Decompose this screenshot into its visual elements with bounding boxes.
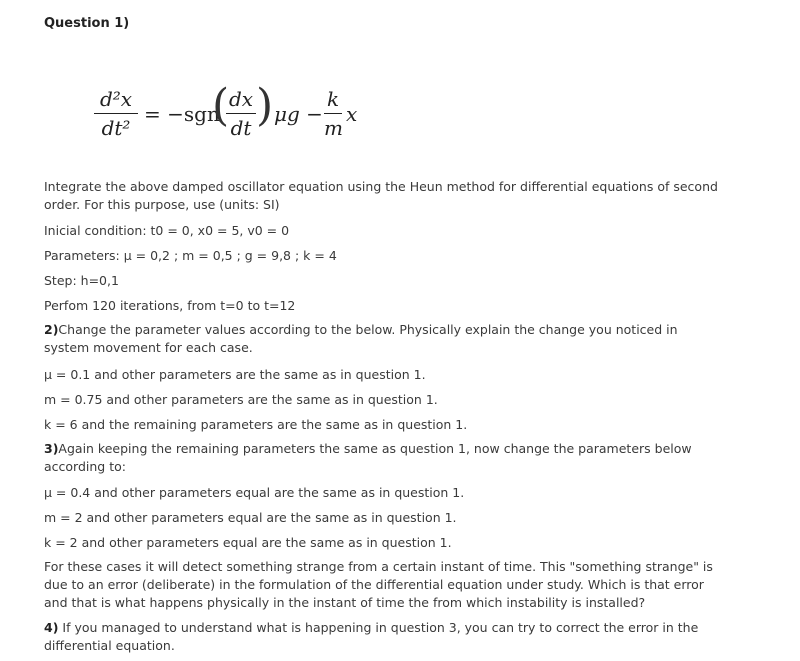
q4-paragraph <box>44 619 724 655</box>
right-paren: ) <box>256 80 274 131</box>
k-over-m <box>324 88 342 139</box>
question-title: Question 1) <box>44 16 130 31</box>
q1-initial-condition: Inicial condition: t0 = 0, x0 = 5, v0 = 0 <box>44 223 290 238</box>
q3-explanation: For these cases it will detect something strange from a certain instant of time. This "something strange" is due to an error (deliberate) in the formulation of the differential equation under study. Which is that error and that is what happens physically in the instant of time the from which instability is installed? <box>44 559 713 610</box>
inner-denominator: dt <box>230 116 252 140</box>
q1-iterations: Perfom 120 iterations, from t=0 to t=12 <box>44 298 296 313</box>
q2-item: k = 6 and the remaining parameters are the same as in question 1. <box>44 417 468 432</box>
q1-intro: Integrate the above damped oscillator equation using the Heun method for differential equations of second order. For this purpose, use (units: SI) <box>44 179 718 212</box>
q3-text: Again keeping the remaining parameters the same as question 1, now change the parameters below according to: <box>44 441 692 474</box>
left-paren: ( <box>212 80 230 131</box>
q2-item: μ = 0.1 and other parameters are the same as in question 1. <box>44 367 426 382</box>
q3-item: μ = 0.4 and other parameters equal are the same as in question 1. <box>44 485 465 500</box>
mu-g-term: μg − <box>274 102 323 126</box>
q4-label: 4) <box>44 620 59 635</box>
q2-heading <box>44 321 724 357</box>
lhs-fraction <box>94 88 138 139</box>
q3-item: m = 2 and other parameters equal are the same as in question 1. <box>44 510 457 525</box>
k-numerator: k <box>326 87 340 111</box>
q2-text: Change the parameter values according to the below. Physically explain the change you noticed in system movement for each case. <box>44 322 678 355</box>
q3-item: k = 2 and other parameters equal are the same as in question 1. <box>44 535 452 550</box>
sgn-operator: = −sgn <box>144 102 220 126</box>
inner-fraction <box>226 88 256 139</box>
q2-item: m = 0.75 and other parameters are the same as in question 1. <box>44 392 438 407</box>
inner-numerator: dx <box>228 87 254 111</box>
differential-equation <box>94 80 414 148</box>
q3-label: 3) <box>44 441 59 456</box>
q2-label: 2) <box>44 322 59 337</box>
q3-heading <box>44 440 724 476</box>
q4-text: If you managed to understand what is happening in question 3, you can try to correct the error in the differential equation. <box>44 620 699 653</box>
q1-parameters: Parameters: μ = 0,2 ; m = 0,5 ; g = 9,8 ; k = 4 <box>44 248 337 263</box>
lhs-numerator: d²x <box>99 87 133 111</box>
q1-step: Step: h=0,1 <box>44 273 119 288</box>
x-term: x <box>346 102 358 126</box>
lhs-denominator: dt² <box>101 116 131 140</box>
m-denominator: m <box>324 116 343 140</box>
